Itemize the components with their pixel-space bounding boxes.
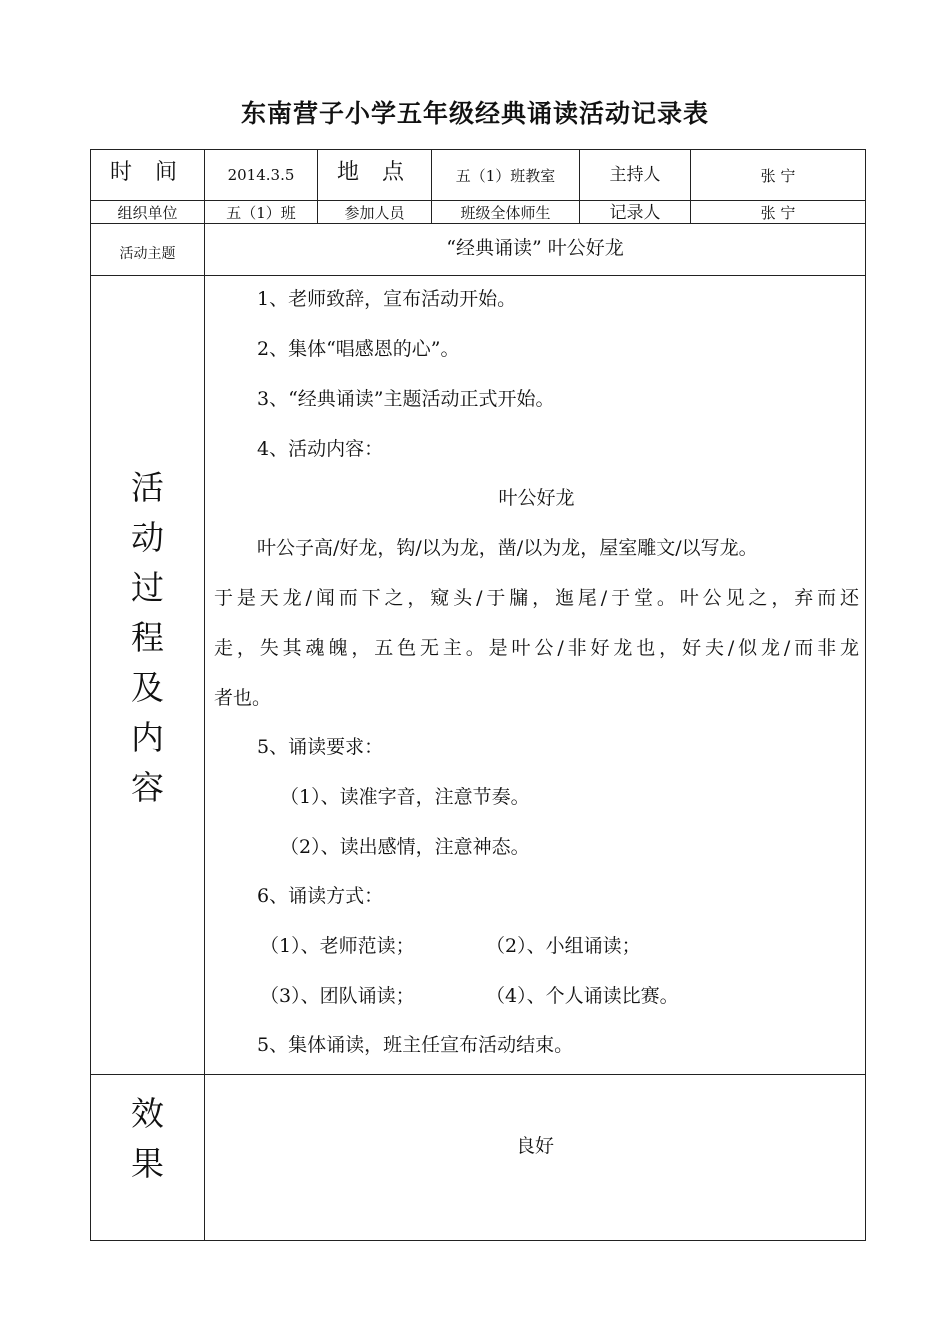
poem-line: 者也。 <box>214 687 272 709</box>
process-line: 5、诵读要求： <box>257 736 384 758</box>
table-rule <box>90 1074 866 1075</box>
poem-line: 走，失其魂魄，五色无主。是叶公/非好龙也，好夫/似龙/而非龙 <box>214 637 859 659</box>
table-rule <box>90 275 866 276</box>
process-label-char: 程 <box>131 618 164 657</box>
host-label: 主持人 <box>609 164 661 185</box>
recorder-value: 张 宁 <box>760 203 796 222</box>
theme-value: “经典诵读” 叶公好龙 <box>446 236 624 259</box>
process-label <box>91 463 204 813</box>
table-rule <box>204 149 205 1241</box>
method-item: （4）、个人诵读比赛。 <box>486 985 679 1007</box>
method-item: （1）、老师范读； <box>260 935 415 957</box>
recorder-label: 记录人 <box>609 202 661 223</box>
effect-label <box>91 1089 204 1189</box>
effect-value: 良好 <box>515 1134 554 1157</box>
process-line: 5、集体诵读，班主任宣布活动结束。 <box>257 1034 574 1056</box>
table-rule <box>90 149 866 150</box>
process-label-char: 容 <box>131 768 164 807</box>
participants-value: 班级全体师生 <box>460 203 551 222</box>
org-label: 组织单位 <box>117 203 178 222</box>
org-value: 五（1）班 <box>226 203 296 222</box>
participants-label: 参加人员 <box>344 203 405 222</box>
host-value: 张 宁 <box>760 166 796 185</box>
page-title: 东南营子小学五年级经典诵读活动记录表 <box>240 99 709 128</box>
process-label-char: 内 <box>131 718 164 757</box>
method-item: （2）、小组诵读； <box>486 935 641 957</box>
method-item: （3）、团队诵读； <box>260 985 415 1007</box>
place-value: 五（1）班教室 <box>455 166 556 185</box>
effect-label-char: 果 <box>131 1144 164 1183</box>
theme-label: 活动主题 <box>119 246 176 262</box>
process-label-char: 过 <box>131 568 164 607</box>
poem-line: 于是天龙/闻而下之，窥头/于牖，迤尾/于堂。叶公见之，弃而还 <box>214 587 859 609</box>
poem-title: 叶公好龙 <box>498 487 575 509</box>
requirement-line: （2）、读出感情，注意神态。 <box>280 836 530 858</box>
time-label: 时 间 <box>110 159 185 185</box>
process-label-char: 活 <box>131 468 164 507</box>
process-line: 2、集体“唱感恩的心”。 <box>257 338 460 360</box>
requirement-line: （1）、读准字音，注意节奏。 <box>280 786 530 808</box>
table-rule <box>90 1240 866 1241</box>
effect-label-char: 效 <box>131 1094 164 1133</box>
place-label: 地 点 <box>337 159 412 185</box>
process-label-char: 动 <box>131 518 164 557</box>
process-line: 3、“经典诵读”主题活动正式开始。 <box>257 388 555 410</box>
poem-line: 叶公子高/好龙，钩/以为龙，凿/以为龙，屋室雕文/以写龙。 <box>257 537 758 559</box>
table-rule <box>865 149 866 1241</box>
time-value: 2014.3.5 <box>227 166 295 184</box>
process-label-char: 及 <box>131 668 164 707</box>
process-line: 1、老师致辞，宣布活动开始。 <box>257 288 517 310</box>
process-line: 4、活动内容： <box>257 438 384 460</box>
process-line: 6、诵读方式： <box>257 885 384 907</box>
